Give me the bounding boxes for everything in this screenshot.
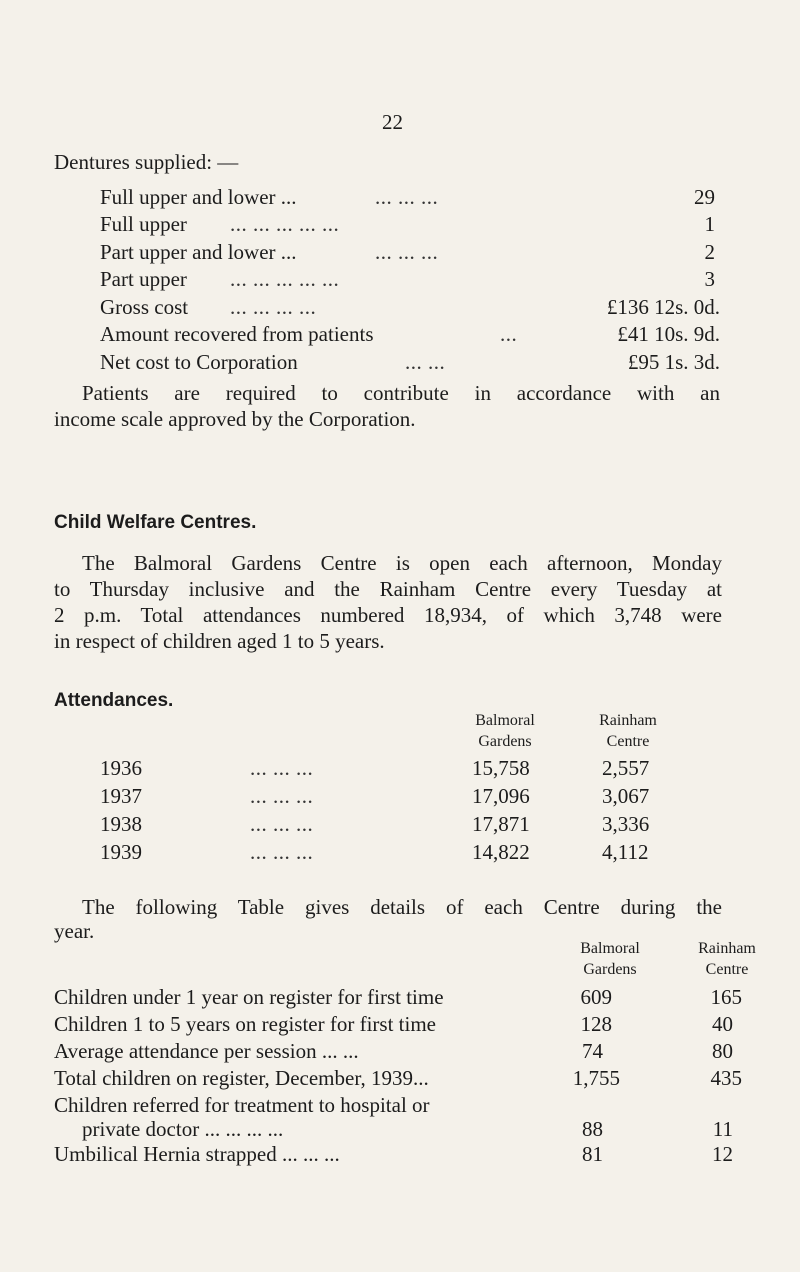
dentures-value: £136 12s. 0d. bbox=[606, 295, 720, 319]
row-leader: ... ... ... bbox=[250, 840, 314, 864]
rainham-cell: 80 bbox=[712, 1039, 733, 1063]
dentures-label: Net cost to Corporation bbox=[100, 350, 298, 374]
column-header-line: Rainham bbox=[698, 940, 756, 957]
dentures-leader: ... ... ... ... ... bbox=[230, 267, 340, 291]
row-label: private doctor ... ... ... ... bbox=[82, 1117, 284, 1141]
row-label: Children under 1 year on register for first time bbox=[54, 985, 444, 1009]
rainham-cell: 12 bbox=[712, 1142, 733, 1166]
dentures-leader: ... bbox=[500, 322, 518, 346]
dentures-label: Part upper and lower ... bbox=[100, 240, 297, 264]
row-leader: ... ... ... bbox=[250, 812, 314, 836]
balmoral-cell: 17,871 bbox=[472, 812, 530, 836]
column-header-balmoral bbox=[455, 710, 555, 752]
dentures-leader: ... ... ... bbox=[375, 185, 439, 209]
dentures-value: £95 1s. 3d. bbox=[627, 350, 720, 374]
rainham-cell: 4,112 bbox=[602, 840, 649, 864]
section-heading: Child Welfare Centres. bbox=[54, 512, 257, 533]
column-header-line: Centre bbox=[606, 733, 650, 750]
dentures-label: Part upper bbox=[100, 267, 187, 291]
welfare-paragraph-line: The Balmoral Gardens Centre is open each afternoon, Monday bbox=[82, 551, 722, 575]
column-header-line: Balmoral bbox=[580, 940, 640, 957]
row-label: Average attendance per session ... ... bbox=[54, 1039, 359, 1063]
dentures-label: Full upper bbox=[100, 212, 187, 236]
column-header-line: Rainham bbox=[599, 712, 657, 729]
column-header-line: Balmoral bbox=[475, 712, 535, 729]
details-intro-line: The following Table gives details of each Centre during the bbox=[82, 895, 722, 919]
column-header-balmoral bbox=[560, 938, 660, 980]
balmoral-cell: 1,755 bbox=[572, 1066, 620, 1090]
year-cell: 1937 bbox=[100, 784, 142, 808]
balmoral-cell: 14,822 bbox=[472, 840, 530, 864]
welfare-paragraph-line: to Thursday inclusive and the Rainham Centre every Tuesday at bbox=[54, 577, 722, 601]
dentures-label: Full upper and lower ... bbox=[100, 185, 297, 209]
dentures-heading: Dentures supplied: — bbox=[54, 150, 239, 174]
balmoral-cell: 81 bbox=[582, 1142, 603, 1166]
year-cell: 1936 bbox=[100, 756, 142, 780]
row-label: Children 1 to 5 years on register for first time bbox=[54, 1012, 436, 1036]
rainham-cell: 2,557 bbox=[602, 756, 650, 780]
welfare-paragraph-line: 2 p.m. Total attendances numbered 18,934, of which 3,748 were bbox=[54, 603, 722, 627]
year-cell: 1938 bbox=[100, 812, 142, 836]
row-label: Total children on register, December, 1939... bbox=[54, 1066, 429, 1090]
dentures-leader: ... ... ... ... bbox=[230, 295, 317, 319]
dentures-leader: ... ... ... ... ... bbox=[230, 212, 340, 236]
balmoral-cell: 74 bbox=[582, 1039, 603, 1063]
row-label: Children referred for treatment to hospital or bbox=[54, 1093, 430, 1117]
rainham-cell: 40 bbox=[712, 1012, 733, 1036]
dentures-value: 1 bbox=[704, 212, 715, 236]
column-header-rainham bbox=[578, 710, 678, 752]
rainham-cell: 3,067 bbox=[602, 784, 650, 808]
year-cell: 1939 bbox=[100, 840, 142, 864]
balmoral-cell: 609 bbox=[580, 985, 612, 1009]
rainham-cell: 165 bbox=[710, 985, 742, 1009]
column-header-line: Gardens bbox=[478, 733, 532, 750]
dentures-note-line: income scale approved by the Corporation. bbox=[54, 407, 416, 431]
balmoral-cell: 88 bbox=[582, 1117, 603, 1141]
row-label: Umbilical Hernia strapped ... ... ... bbox=[54, 1142, 340, 1166]
dentures-value: 2 bbox=[704, 240, 715, 264]
column-header-line: Centre bbox=[705, 961, 749, 978]
balmoral-cell: 17,096 bbox=[472, 784, 530, 808]
dentures-leader: ... ... ... bbox=[375, 240, 439, 264]
dentures-value: 29 bbox=[694, 185, 715, 209]
attendances-heading: Attendances. bbox=[54, 690, 174, 711]
rainham-cell: 3,336 bbox=[602, 812, 650, 836]
row-leader: ... ... ... bbox=[250, 756, 314, 780]
rainham-cell: 435 bbox=[710, 1066, 742, 1090]
rainham-cell: 11 bbox=[712, 1117, 733, 1141]
dentures-value: 3 bbox=[704, 267, 715, 291]
dentures-label: Amount recovered from patients bbox=[100, 322, 374, 346]
dentures-value: £41 10s. 9d. bbox=[617, 322, 720, 346]
welfare-paragraph-line: in respect of children aged 1 to 5 years. bbox=[54, 629, 385, 653]
dentures-label: Gross cost bbox=[100, 295, 189, 319]
balmoral-cell: 128 bbox=[580, 1012, 612, 1036]
balmoral-cell: 15,758 bbox=[472, 756, 530, 780]
details-intro-line: year. bbox=[54, 919, 95, 943]
column-header-line: Gardens bbox=[583, 961, 637, 978]
page-number: 22 bbox=[382, 110, 403, 134]
dentures-note-line: Patients are required to contribute in accordance with an bbox=[82, 381, 720, 405]
dentures-leader: ... ... bbox=[405, 350, 446, 374]
row-leader: ... ... ... bbox=[250, 784, 314, 808]
column-header-rainham bbox=[677, 938, 777, 980]
